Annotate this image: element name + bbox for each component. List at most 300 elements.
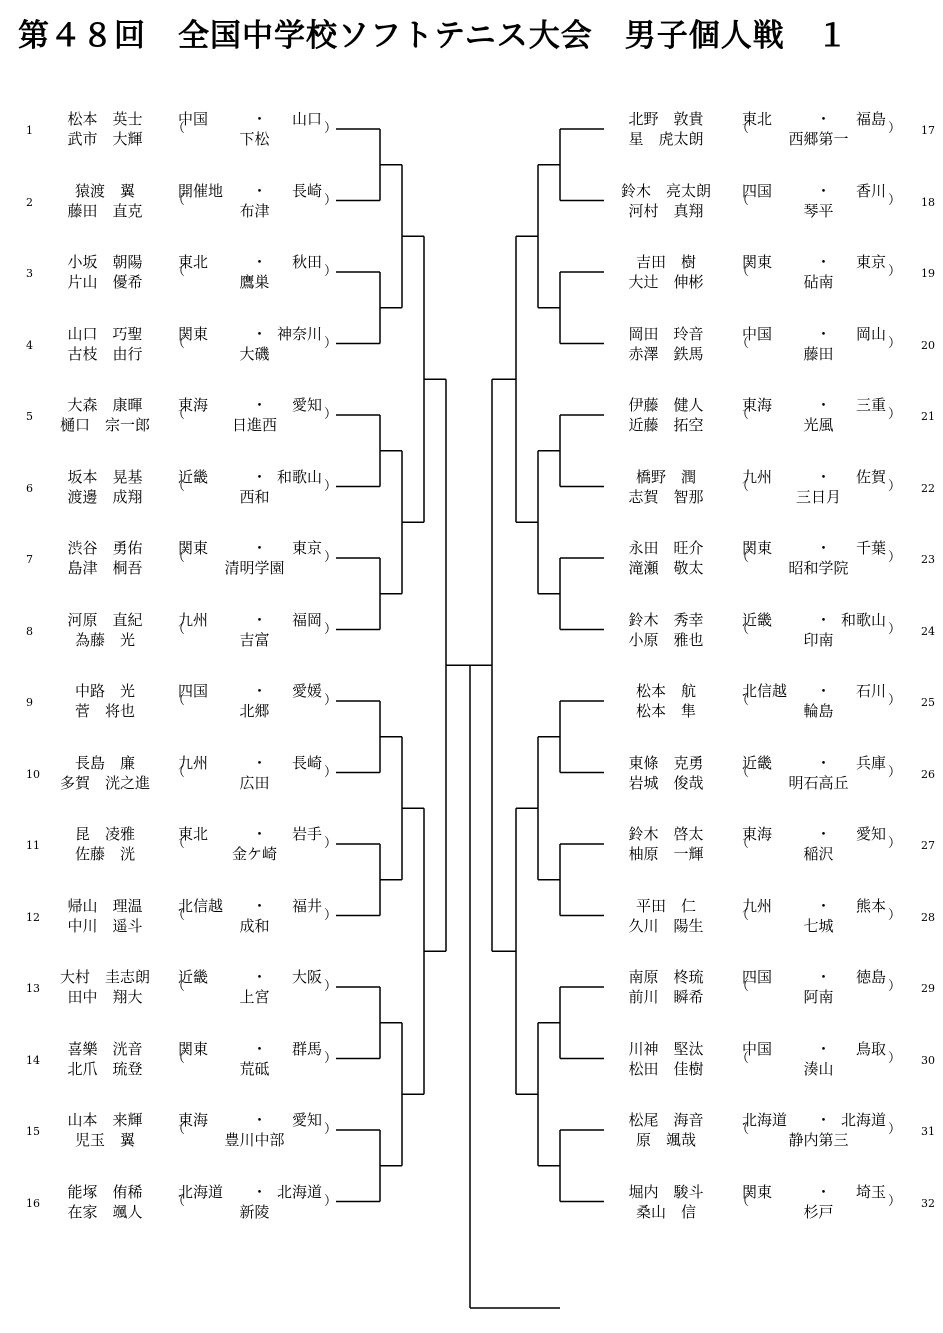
separator-dot: ・ — [252, 324, 268, 343]
player-pair — [606, 610, 726, 650]
region-name: 東海 — [178, 396, 209, 414]
player-name-1: 鈴木 啓太 — [628, 825, 704, 843]
prefecture-name: 福井 — [291, 896, 322, 915]
paren-open: （ — [172, 407, 186, 422]
paren-open: （ — [172, 836, 186, 851]
player-name-1: 大森 康暉 — [67, 396, 143, 414]
separator-dot: ・ — [816, 181, 832, 200]
player-name-2: 田中 翔大 — [67, 988, 143, 1006]
paren-close: ） — [887, 192, 901, 208]
player-name-2: 武市 大輝 — [67, 130, 143, 148]
separator-dot: ・ — [816, 682, 832, 700]
region-name: 東海 — [178, 1111, 209, 1129]
draw-number: 12 — [26, 910, 40, 924]
player-pair — [606, 181, 726, 221]
paren-open: （ — [736, 1050, 750, 1066]
region-name: 東海 — [742, 825, 773, 843]
draw-number: 21 — [921, 410, 935, 423]
prefecture-name: 徳島 — [855, 968, 886, 986]
paren-close: ） — [887, 264, 901, 279]
paren-close: ） — [323, 1122, 337, 1137]
region-name: 北海道 — [178, 1182, 224, 1201]
paren-open: （ — [172, 979, 186, 994]
separator-dot: ・ — [252, 1111, 268, 1129]
paren-open: （ — [736, 264, 750, 279]
prefecture-name: 三重 — [855, 396, 886, 414]
school-name: 砧南 — [803, 273, 834, 291]
prefecture-name: 東京 — [855, 253, 886, 271]
draw-number: 3 — [26, 267, 33, 280]
affiliation — [736, 681, 901, 721]
paren-open: （ — [736, 764, 750, 780]
affiliation — [736, 753, 901, 793]
paren-close: ） — [323, 836, 337, 851]
player-name-2: 小原 雅也 — [628, 630, 704, 649]
paren-close: ） — [887, 335, 901, 351]
paren-open: （ — [172, 550, 186, 565]
draw-number: 27 — [921, 839, 935, 852]
draw-entry — [0, 896, 943, 940]
paren-close: ） — [887, 764, 901, 780]
school-name: 静内第三 — [788, 1131, 849, 1149]
draw-entry — [0, 181, 943, 225]
paren-open: （ — [736, 121, 750, 136]
player-pair — [606, 681, 726, 721]
paren-close: ） — [323, 264, 337, 279]
player-name-1: 伊藤 健人 — [628, 396, 704, 414]
prefecture-name: 埼玉 — [855, 1182, 886, 1201]
school-name: 日進西 — [231, 416, 277, 434]
player-name-2: 北爪 琉登 — [67, 1059, 143, 1078]
player-pair — [606, 1039, 726, 1079]
school-name: 阿南 — [803, 988, 834, 1006]
paren-close: ） — [887, 1122, 901, 1137]
separator-dot: ・ — [816, 110, 832, 128]
player-name-1: 帰山 理温 — [67, 896, 143, 915]
region-name: 九州 — [178, 610, 209, 629]
player-pair — [606, 967, 726, 1007]
region-name: 近畿 — [178, 467, 209, 486]
player-name-1: 平田 仁 — [635, 896, 696, 915]
separator-dot: ・ — [816, 1182, 832, 1201]
separator-dot: ・ — [252, 968, 268, 986]
draw-entry — [0, 967, 943, 1011]
paren-close: ） — [323, 335, 337, 351]
player-name-2: 島津 桐吾 — [67, 559, 143, 577]
draw-entry — [0, 1039, 943, 1083]
school-name: 藤田 — [803, 344, 834, 363]
region-name: 関東 — [742, 1182, 773, 1201]
separator-dot: ・ — [252, 610, 268, 629]
school-name: 湊山 — [803, 1059, 834, 1078]
player-name-2: 原 颯哉 — [635, 1131, 696, 1149]
player-name-1: 永田 旺介 — [628, 539, 704, 557]
draw-number: 24 — [921, 624, 935, 638]
paren-open: （ — [172, 764, 186, 780]
draw-entry — [0, 252, 943, 296]
player-name-2: 松田 佳樹 — [628, 1059, 704, 1078]
prefecture-name: 愛知 — [291, 396, 322, 414]
player-pair — [606, 395, 726, 435]
player-name-2: 柚原 一輝 — [628, 845, 704, 863]
player-name-2: 為藤 光 — [74, 630, 135, 649]
player-pair — [606, 753, 726, 793]
school-name: 新陵 — [239, 1202, 270, 1221]
player-name-1: 松尾 海音 — [628, 1111, 704, 1129]
region-name: 東北 — [178, 825, 209, 843]
draw-entry — [0, 109, 943, 153]
separator-dot: ・ — [252, 396, 268, 414]
prefecture-name: 和歌山 — [840, 610, 886, 629]
draw-number: 29 — [921, 982, 935, 995]
player-name-2: 桑山 信 — [635, 1202, 696, 1221]
region-name: 近畿 — [178, 968, 209, 986]
player-name-1: 長島 廉 — [74, 753, 135, 772]
affiliation — [736, 324, 901, 364]
separator-dot: ・ — [816, 896, 832, 915]
paren-open: （ — [172, 1122, 186, 1137]
draw-number: 9 — [26, 696, 33, 709]
prefecture-name: 千葉 — [855, 539, 886, 557]
prefecture-name: 東京 — [291, 539, 322, 557]
prefecture-name: 福岡 — [291, 610, 322, 629]
player-name-1: 能塚 侑稀 — [67, 1182, 143, 1201]
player-pair — [606, 252, 726, 292]
region-name: 九州 — [178, 753, 209, 772]
draw-number: 22 — [921, 481, 935, 495]
draw-number: 23 — [921, 553, 935, 566]
school-name: 輪島 — [803, 702, 834, 720]
separator-dot: ・ — [816, 753, 832, 772]
player-name-2: 岩城 俊哉 — [628, 773, 704, 792]
separator-dot: ・ — [252, 181, 268, 200]
paren-open: （ — [172, 264, 186, 279]
draw-number: 7 — [26, 553, 33, 566]
prefecture-name: 佐賀 — [855, 467, 886, 486]
affiliation — [736, 252, 901, 292]
player-name-2: 児玉 翼 — [74, 1131, 135, 1149]
school-name: 大磯 — [239, 344, 270, 363]
paren-open: （ — [172, 693, 186, 708]
separator-dot: ・ — [252, 110, 268, 128]
draw-number: 28 — [921, 910, 935, 924]
region-name: 北信越 — [178, 896, 224, 915]
draw-entry — [0, 467, 943, 511]
player-pair — [606, 324, 726, 364]
paren-open: （ — [736, 335, 750, 351]
region-name: 関東 — [178, 324, 209, 343]
affiliation — [736, 395, 901, 435]
player-name-2: 片山 優希 — [67, 273, 143, 291]
separator-dot: ・ — [816, 825, 832, 843]
player-name-1: 喜樂 洸音 — [67, 1039, 143, 1058]
player-pair — [606, 824, 726, 864]
prefecture-name: 石川 — [855, 682, 886, 700]
paren-close: ） — [323, 621, 337, 637]
draw-number: 16 — [26, 1196, 40, 1210]
paren-open: （ — [736, 979, 750, 994]
player-name-2: 星 虎太朗 — [628, 130, 704, 148]
player-name-2: 松本 隼 — [635, 702, 696, 720]
paren-open: （ — [172, 478, 186, 494]
separator-dot: ・ — [252, 539, 268, 557]
player-name-1: 鈴木 秀幸 — [628, 610, 704, 629]
affiliation — [736, 467, 901, 507]
region-name: 近畿 — [742, 610, 773, 629]
school-name: 七城 — [803, 916, 834, 935]
player-name-2: 河村 真翔 — [628, 201, 704, 220]
affiliation — [736, 896, 901, 936]
player-pair — [606, 1182, 726, 1222]
draw-number: 8 — [26, 624, 33, 638]
school-name: 杉戸 — [803, 1202, 834, 1221]
player-pair — [606, 467, 726, 507]
region-name: 四国 — [178, 682, 209, 700]
player-name-1: 中路 光 — [74, 682, 135, 700]
school-name: 荒砥 — [239, 1059, 270, 1078]
player-name-1: 堀内 駿斗 — [628, 1182, 704, 1201]
draw-number: 5 — [26, 410, 33, 423]
player-name-2: 前川 瞬希 — [628, 988, 704, 1006]
prefecture-name: 和歌山 — [276, 467, 322, 486]
region-name: 北信越 — [742, 682, 788, 700]
affiliation — [736, 610, 901, 650]
paren-close: ） — [323, 550, 337, 565]
draw-number: 1 — [26, 124, 33, 137]
player-name-2: 赤澤 鉄馬 — [628, 344, 704, 363]
school-name: 下松 — [239, 130, 270, 148]
region-name: 九州 — [742, 896, 773, 915]
paren-close: ） — [323, 1193, 337, 1209]
player-name-2: 佐藤 洸 — [74, 845, 135, 863]
paren-close: ） — [323, 1050, 337, 1066]
draw-entry — [0, 753, 943, 797]
region-name: 関東 — [178, 539, 209, 557]
player-pair — [606, 896, 726, 936]
draw-number: 26 — [921, 767, 935, 781]
prefecture-name: 福島 — [855, 110, 886, 128]
paren-close: ） — [887, 836, 901, 851]
player-name-2: 滝瀬 敬太 — [628, 559, 704, 577]
draw-number: 14 — [26, 1053, 40, 1067]
player-pair — [606, 1110, 726, 1150]
draw-entry — [0, 610, 943, 654]
paren-open: （ — [736, 1193, 750, 1209]
draw-entry — [0, 824, 943, 868]
player-name-2: 藤田 直克 — [67, 201, 143, 220]
region-name: 関東 — [742, 253, 773, 271]
separator-dot: ・ — [816, 539, 832, 557]
player-name-1: 南原 柊琉 — [628, 968, 704, 986]
separator-dot: ・ — [252, 682, 268, 700]
affiliation — [736, 1039, 901, 1079]
paren-close: ） — [323, 192, 337, 208]
paren-close: ） — [323, 478, 337, 494]
school-name: 琴平 — [803, 201, 834, 220]
draw-entry — [0, 395, 943, 439]
prefecture-name: 神奈川 — [276, 324, 322, 343]
school-name: 昭和学院 — [788, 559, 849, 577]
player-name-2: 多賀 洸之進 — [59, 773, 150, 792]
school-name: 光風 — [803, 416, 834, 434]
player-name-1: 河原 直紀 — [67, 610, 143, 629]
separator-dot: ・ — [816, 253, 832, 271]
draw-number: 20 — [921, 338, 935, 352]
paren-open: （ — [736, 478, 750, 494]
school-name: 北郷 — [239, 702, 270, 720]
separator-dot: ・ — [252, 753, 268, 772]
player-name-2: 志賀 智那 — [628, 487, 704, 506]
affiliation — [736, 181, 901, 221]
prefecture-name: 山口 — [291, 110, 322, 128]
player-pair — [606, 109, 726, 149]
draw-entry — [0, 538, 943, 582]
paren-close: ） — [887, 621, 901, 637]
paren-open: （ — [736, 693, 750, 708]
player-name-1: 吉田 樹 — [635, 253, 696, 271]
region-name: 東北 — [742, 110, 773, 128]
paren-open: （ — [736, 1122, 750, 1137]
paren-close: ） — [887, 550, 901, 565]
region-name: 中国 — [178, 110, 209, 128]
affiliation — [736, 824, 901, 864]
draw-entry — [0, 324, 943, 368]
separator-dot: ・ — [252, 825, 268, 843]
school-name: 明石高丘 — [788, 773, 849, 792]
school-name: 清明学園 — [224, 559, 285, 577]
paren-close: ） — [323, 693, 337, 708]
player-name-1: 東條 克勇 — [628, 753, 704, 772]
prefecture-name: 秋田 — [291, 253, 322, 271]
draw-number: 32 — [921, 1196, 935, 1210]
prefecture-name: 香川 — [855, 181, 886, 200]
affiliation — [736, 1182, 901, 1222]
separator-dot: ・ — [252, 1182, 268, 1201]
draw-number: 11 — [26, 839, 40, 852]
player-name-1: 山口 巧聖 — [67, 324, 143, 343]
player-name-1: 猿渡 翼 — [74, 181, 135, 200]
player-name-1: 川神 堅汰 — [628, 1039, 704, 1058]
player-name-2: 在家 颯人 — [67, 1202, 143, 1221]
paren-open: （ — [172, 192, 186, 208]
prefecture-name: 北海道 — [840, 1111, 886, 1129]
separator-dot: ・ — [816, 968, 832, 986]
prefecture-name: 長崎 — [291, 181, 322, 200]
paren-open: （ — [172, 335, 186, 351]
paren-close: ） — [887, 693, 901, 708]
prefecture-name: 岩手 — [291, 825, 322, 843]
player-name-1: 坂本 晃基 — [67, 467, 143, 486]
draw-number: 6 — [26, 481, 33, 495]
player-pair — [606, 538, 726, 578]
region-name: 近畿 — [742, 753, 773, 772]
region-name: 関東 — [178, 1039, 209, 1058]
prefecture-name: 大阪 — [291, 968, 322, 986]
region-name: 四国 — [742, 181, 773, 200]
region-name: 東北 — [178, 253, 209, 271]
player-name-1: 岡田 玲音 — [628, 324, 704, 343]
paren-open: （ — [736, 192, 750, 208]
player-name-2: 大辻 伸彬 — [628, 273, 704, 291]
draw-entry — [0, 1110, 943, 1154]
school-name: 三日月 — [795, 487, 841, 506]
separator-dot: ・ — [816, 467, 832, 486]
paren-open: （ — [172, 1193, 186, 1209]
paren-open: （ — [172, 621, 186, 637]
draw-number: 25 — [921, 696, 935, 709]
region-name: 中国 — [742, 1039, 773, 1058]
draw-number: 18 — [921, 195, 935, 209]
region-name: 関東 — [742, 539, 773, 557]
paren-close: ） — [323, 407, 337, 422]
separator-dot: ・ — [816, 1111, 832, 1129]
region-name: 中国 — [742, 324, 773, 343]
region-name: 開催地 — [178, 181, 224, 200]
school-name: 上宮 — [239, 988, 270, 1006]
prefecture-name: 熊本 — [855, 896, 886, 915]
paren-open: （ — [736, 907, 750, 923]
player-name-1: 渋谷 勇佑 — [67, 539, 143, 557]
paren-close: ） — [887, 907, 901, 923]
separator-dot: ・ — [816, 324, 832, 343]
school-name: 金ケ崎 — [231, 845, 277, 863]
draw-number: 10 — [26, 767, 40, 781]
school-name: 稲沢 — [803, 845, 834, 863]
paren-open: （ — [172, 1050, 186, 1066]
school-name: 広田 — [239, 773, 270, 792]
prefecture-name: 鳥取 — [855, 1039, 886, 1058]
prefecture-name: 愛知 — [291, 1111, 322, 1129]
draw-number: 13 — [26, 982, 40, 995]
school-name: 布津 — [239, 201, 270, 220]
affiliation — [736, 538, 901, 578]
draw-number: 30 — [921, 1053, 935, 1067]
paren-close: ） — [323, 121, 337, 136]
school-name: 西郷第一 — [788, 130, 849, 148]
affiliation — [736, 109, 901, 149]
paren-close: ） — [887, 979, 901, 994]
separator-dot: ・ — [816, 1039, 832, 1058]
player-name-2: 菅 将也 — [74, 702, 135, 720]
player-name-2: 渡邊 成翔 — [67, 487, 143, 506]
separator-dot: ・ — [252, 896, 268, 915]
paren-open: （ — [736, 407, 750, 422]
player-name-1: 松本 英士 — [67, 110, 143, 128]
separator-dot: ・ — [252, 253, 268, 271]
player-name-1: 昆 凌雅 — [74, 825, 135, 843]
prefecture-name: 兵庫 — [855, 753, 886, 772]
page-title: 第４８回 全国中学校ソフトテニス大会 男子個人戦 １ — [18, 18, 849, 54]
prefecture-name: 岡山 — [855, 324, 886, 343]
paren-open: （ — [736, 836, 750, 851]
player-name-1: 橋野 潤 — [635, 467, 696, 486]
player-name-1: 小坂 朝陽 — [67, 253, 143, 271]
paren-close: ） — [887, 121, 901, 136]
prefecture-name: 群馬 — [291, 1039, 322, 1058]
paren-close: ） — [887, 1193, 901, 1209]
region-name: 東海 — [742, 396, 773, 414]
draw-number: 31 — [921, 1125, 935, 1138]
prefecture-name: 北海道 — [276, 1182, 322, 1201]
school-name: 成和 — [239, 916, 270, 935]
draw-entry — [0, 681, 943, 725]
prefecture-name: 愛知 — [855, 825, 886, 843]
prefecture-name: 長崎 — [291, 753, 322, 772]
separator-dot: ・ — [252, 467, 268, 486]
paren-open: （ — [736, 550, 750, 565]
separator-dot: ・ — [816, 610, 832, 629]
player-name-1: 鈴木 亮太朗 — [620, 181, 711, 200]
